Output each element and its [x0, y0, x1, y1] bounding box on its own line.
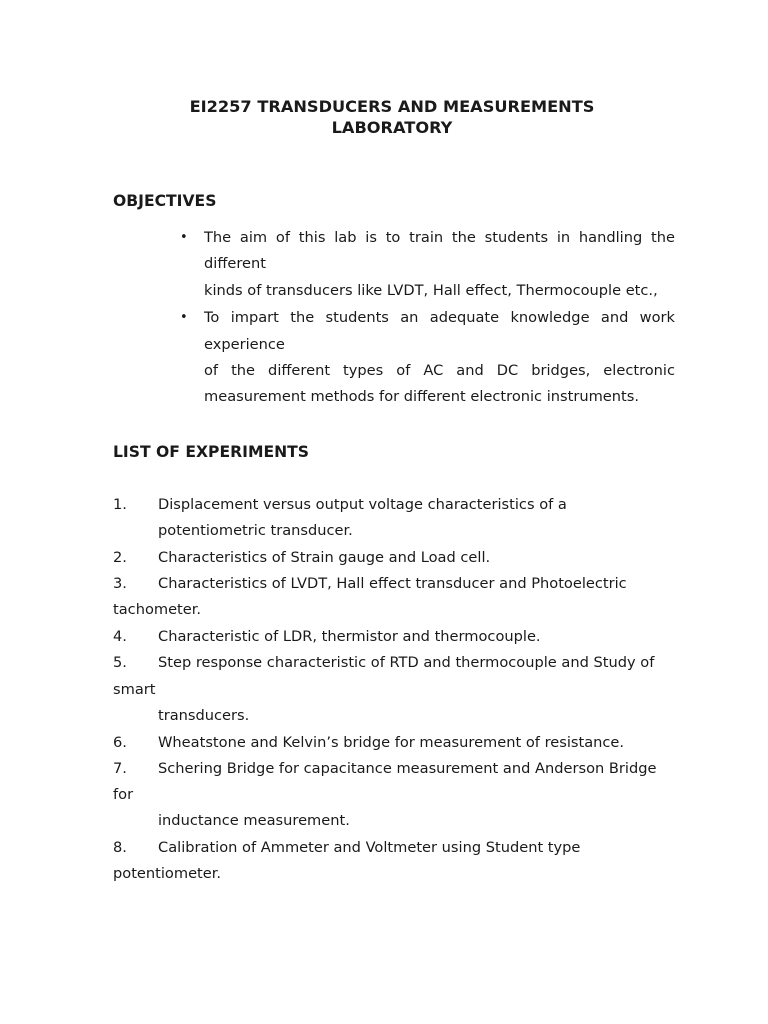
objective-1-line-1: The aim of this lab is to train the students in handling the — [204, 229, 675, 246]
objective-2-line-2: experience — [204, 336, 285, 353]
experiment-6-text: Wheatstone and Kelvin’s bridge for measurement of resistance. — [158, 734, 625, 751]
experiment-8-number: 8. — [113, 839, 127, 856]
experiment-4-text: Characteristic of LDR, thermistor and thermocouple. — [158, 628, 541, 645]
objectives-heading: OBJECTIVES — [113, 192, 217, 210]
experiment-2-number: 2. — [113, 549, 127, 566]
experiment-1-continuation: potentiometric transducer. — [158, 522, 353, 539]
experiments-heading: LIST OF EXPERIMENTS — [113, 443, 310, 461]
document-title-line-2: LABORATORY — [331, 118, 453, 137]
experiment-8-wrap: potentiometer. — [113, 865, 222, 882]
experiment-8-text: Calibration of Ammeter and Voltmeter using Student type — [158, 839, 581, 856]
experiment-3-text: Characteristics of LVDT, Hall effect transducer and Photoelectric — [158, 575, 627, 592]
experiment-1-number: 1. — [113, 496, 127, 513]
experiment-1-text: Displacement versus output voltage characteristics of a — [158, 496, 567, 513]
experiment-3-number: 3. — [113, 575, 127, 592]
document-title-line-1: EI2257 TRANSDUCERS AND MEASUREMENTS — [189, 97, 595, 116]
objective-1-line-3: kinds of transducers like LVDT, Hall effect, Thermocouple etc., — [204, 282, 658, 299]
objective-2-line-1: To impart the students an adequate knowledge and work — [204, 309, 675, 326]
experiment-7-continuation: inductance measurement. — [158, 812, 350, 829]
objective-1-line-2: different — [204, 255, 266, 272]
experiment-5-number: 5. — [113, 654, 127, 671]
experiment-5-continuation: transducers. — [158, 707, 250, 724]
bullet-icon: • — [180, 310, 188, 325]
experiment-5-text: Step response characteristic of RTD and thermocouple and Study of — [158, 654, 655, 671]
experiment-2-text: Characteristics of Strain gauge and Load cell. — [158, 549, 491, 566]
experiment-4-number: 4. — [113, 628, 127, 645]
experiment-3-wrap: tachometer. — [113, 601, 202, 618]
experiment-7-wrap: for — [113, 786, 134, 803]
experiment-6-number: 6. — [113, 734, 127, 751]
experiment-7-number: 7. — [113, 760, 127, 777]
experiment-5-wrap: smart — [113, 681, 156, 698]
objective-2-line-3: of the different types of AC and DC bridges, electronic — [204, 362, 675, 379]
objective-2-line-4: measurement methods for different electronic instruments. — [204, 388, 639, 405]
bullet-icon: • — [180, 230, 188, 245]
experiment-7-text: Schering Bridge for capacitance measurement and Anderson Bridge — [158, 760, 657, 777]
